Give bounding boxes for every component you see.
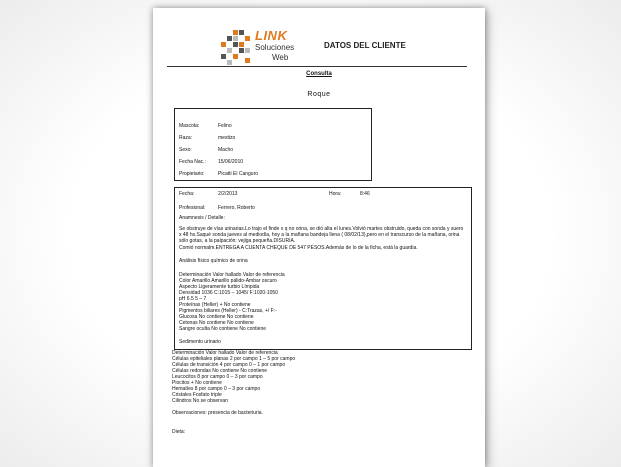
logo-soluciones-text: Soluciones — [255, 43, 295, 52]
pet-row-value: Felino — [218, 123, 232, 129]
fisico-line: Color Amarillo Amarillo pálido-Ambar oscuro — [179, 278, 277, 284]
sedimento-title: Sedimento urinario — [179, 339, 221, 345]
company-logo — [219, 28, 314, 68]
sedimento-line: Determinación Valor hallado Valor de referencia — [172, 350, 278, 356]
fisico-line: Glucosa No contiene No contiene — [179, 314, 254, 320]
anamnesis-text-2: Comió normalm.ENTREGA A CUENTA CHEQUE DE 547 PESOS.Además de lo de la ficha, está la guardia. — [179, 245, 418, 251]
fisico-line: Determinación Valor hallado Valor de referencia — [179, 272, 285, 278]
fecha-value: 2/2/2013 — [218, 191, 238, 197]
header-divider — [167, 66, 467, 67]
sedimento-line: Hematíes 8 por campo 0 – 3 por campo — [172, 386, 261, 392]
pet-row-value: Macho — [218, 147, 234, 153]
fisico-line: Sangre oculta No contiene No contiene — [179, 326, 267, 332]
fisico-line: Densidad 1036 C:1015 – 1045/ F:1020-1050 — [179, 290, 278, 296]
consulta-heading: Consulta — [306, 71, 332, 77]
dieta-label: Dieta: — [172, 429, 186, 435]
pet-row-label: Propietario: — [179, 171, 205, 177]
pet-row-value: 15/06/2010 — [218, 159, 244, 165]
profesional-label: Profesional: — [179, 205, 206, 211]
profesional-value: Ferrero, Roberto — [218, 205, 255, 211]
sedimento-line: Cilindros No se observan — [172, 398, 228, 404]
sedimento-line: Piocitos + No contiene — [172, 380, 222, 386]
pet-row-value: mestizo — [218, 135, 236, 141]
client-name: Roque — [307, 91, 331, 98]
pet-row-label: Mascota: — [179, 123, 200, 129]
fecha-label: Fecha: — [179, 191, 195, 197]
pet-row-value: Picatti El Canguro — [218, 171, 259, 177]
pet-info-box — [174, 108, 372, 181]
analisis-title: Análisis físico químico de orina — [179, 258, 248, 264]
logo-link-text: LINK — [255, 28, 288, 43]
document-title: DATOS DEL CLIENTE — [324, 41, 406, 50]
sedimento-line: Células epiteliales planas 2 por campo 1 – 5 por campo — [172, 356, 296, 362]
document-page — [153, 8, 485, 467]
hora-value: 8:46 — [360, 191, 370, 197]
sedimento-line: Células de transición 4 por campo 0 – 1 por campo — [172, 362, 286, 368]
fisico-line: Proteínas (Heller) + No contiene — [179, 302, 251, 308]
pet-row-label: Fecha Nac.: — [179, 159, 206, 165]
logo-web-text: Web — [272, 53, 289, 62]
pet-row-label: Raza: — [179, 135, 193, 141]
sedimento-line: Leucocitos 8 por campo 0 – 3 por campo — [172, 374, 263, 380]
fisico-line: pH 6.5 5 – 7 — [179, 296, 207, 302]
hora-label: Hora: — [329, 191, 342, 197]
observaciones-text: Observaciones: presencia de bacteriuria. — [172, 410, 263, 416]
sedimento-line: Células redondas No contiene No contiene — [172, 368, 268, 374]
pet-row-label: Sexo: — [179, 147, 192, 153]
anamnesis-label: Anamnesis / Detalle: — [179, 215, 225, 221]
fisico-line: Aspecto Ligeramente turbio Límpida — [179, 284, 260, 290]
anamnesis-text: Se obstruye de vías urinarias.Lo trajo el finde x q no orina, se dió alta el lunes.Volvió martes obstruido, queda con sonda y suero x 48 hs.Saqué sonda jueves al mediodía, hoy a la mañana bandeja llena ( 08/02/13),pero en el transcurso de la mañana, orina sólo gotas, a la palpación: vejiga pequeña.DISURIA. — [179, 226, 464, 245]
fisico-line: Cetonas No contiene No contiene — [179, 320, 254, 326]
fisico-line: Pigmentos biliares (Heller) - C:Trazas, +/ F:- — [179, 308, 277, 314]
logo-squares-icon — [219, 30, 253, 64]
sedimento-line: Cristales Fosfato triple — [172, 392, 222, 398]
visit-box — [174, 187, 472, 350]
